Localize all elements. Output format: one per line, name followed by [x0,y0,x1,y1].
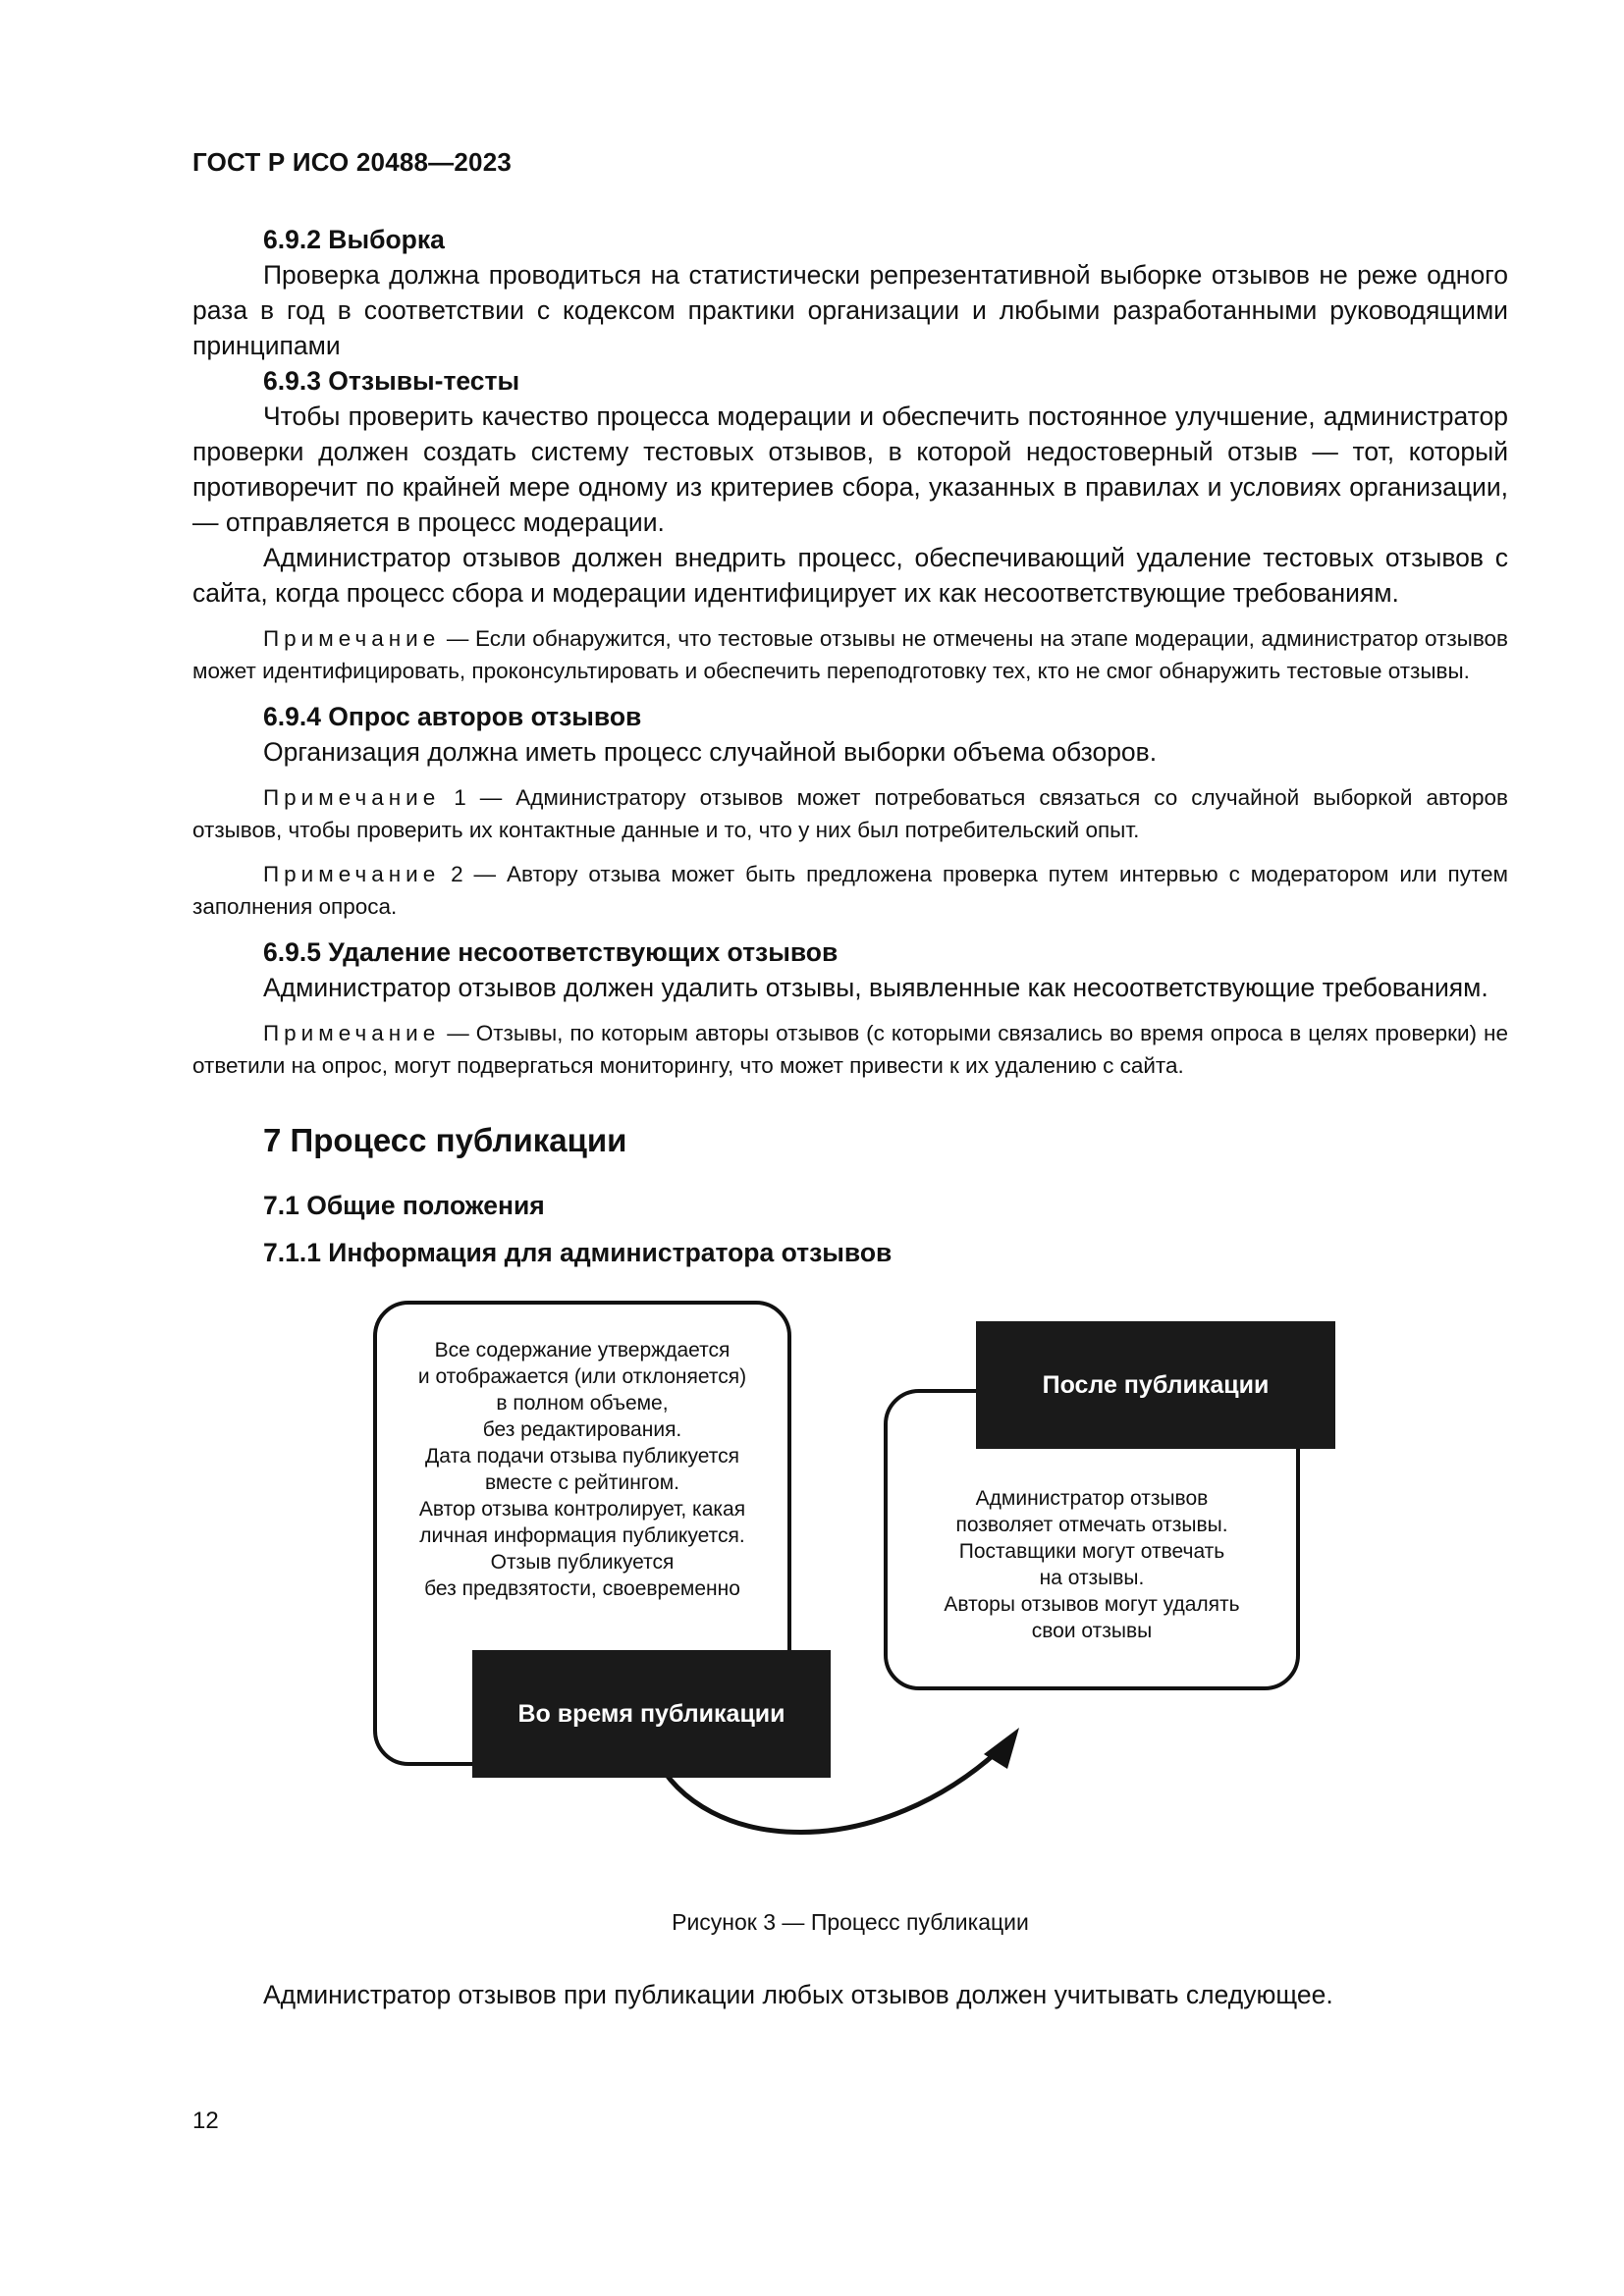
figure-publication-process [192,1296,1508,1904]
paragraph: Чтобы проверить качество процесса модерации и обеспечить постоянное улучшение, администратор проверки должен создать систему тестовых отзывов, в которой недостоверный отзыв — тот, который противоречит по крайней мере одному из критериев сбора, указанных в правилах и условиях организации, — отправляется в процесс модерации. [192,401,1508,537]
paragraph: Администратор отзывов должен удалить отзывы, выявленные как несоответствующие требованиям. [263,973,1489,1002]
note-text: — Отзывы, по которым авторы отзывов (с которыми связались во время опроса в целях проверки) не ответили на опрос, могут подвергаться мониторингу, что может привести к их удалению с сайта. [192,1021,1508,1078]
heading-7-1: 7.1 Общие положения [263,1191,545,1220]
after-publication-label: После публикации [976,1321,1335,1449]
right-box-line: позволяет отмечать отзывы. [955,1514,1228,1536]
arrow-head-icon [984,1728,1019,1769]
heading-6-9-4: 6.9.4 Опрос авторов отзывов [263,702,642,731]
left-box-line: Автор отзыва контролирует, какая [418,1498,746,1521]
right-box-text [899,1485,1284,1644]
left-box-line: без предвзятости, своевременно [424,1577,740,1600]
right-box-line: Авторы отзывов могут удалять [944,1593,1240,1616]
note [192,781,1508,846]
note-label: Примечание [263,862,441,886]
note-text: 2 — Автору отзыва может быть предложена проверка путем интервью с модератором или путем заполнения опроса. [192,862,1508,919]
left-box-line: Дата подачи отзыва публикуется [425,1445,739,1468]
during-publication-label: Во время публикации [472,1650,831,1778]
paragraph: Проверка должна проводиться на статистически репрезентативной выборке отзывов не реже одного раза в год в соответствии с кодексом практики организации и любыми разработанными руководящими принципами [192,260,1508,360]
page-number: 12 [192,2108,219,2134]
note [192,858,1508,923]
left-box-line: вместе с рейтингом. [485,1471,679,1494]
note-label: Примечание [263,785,441,810]
note [192,622,1508,687]
main-content [192,222,1508,2012]
left-box-line: Все содержание утверждается [434,1339,731,1362]
figure-caption: Рисунок 3 — Процесс публикации [672,1909,1029,1935]
right-box-line: на отзывы. [1039,1567,1145,1589]
heading-6-9-5: 6.9.5 Удаление несоответствующих отзывов [263,937,839,967]
note-label: Примечание [263,1021,441,1045]
note-text: 1 — Администратору отзывов может потребоваться связаться со случайной выборкой авторов отзывов, чтобы проверить их контактные данные и то, что у них был потребительский опыт. [192,785,1508,842]
left-box-text [385,1337,780,1602]
left-box-line: без редактирования. [482,1418,682,1441]
note-text: — Если обнаружится, что тестовые отзывы не отмечены на этапе модерации, администратор отзывов может идентифицировать, проконсультировать и обеспечить переподготовку тех, кто не смог обнаружить тестовые отзывы. [192,626,1508,683]
paragraph: Администратор отзывов должен внедрить процесс, обеспечивающий удаление тестовых отзывов с сайта, когда процесс сбора и модерации идентифицирует их как несоответствующие требованиям. [192,543,1508,608]
paragraph: Организация должна иметь процесс случайной выборки объема обзоров. [263,737,1158,767]
right-box-line: Поставщики могут отвечать [958,1540,1225,1563]
note-label: Примечание [263,626,441,651]
note [192,1017,1508,1082]
heading-6-9-3: 6.9.3 Отзывы-тесты [263,366,520,396]
section-7-heading: 7 Процесс публикации [263,1122,627,1158]
left-box-line: личная информация публикуется. [419,1524,745,1547]
heading-6-9-2: 6.9.2 Выборка [263,225,445,254]
left-box-line: и отображается (или отклоняется) [417,1365,747,1388]
heading-7-1-1: 7.1.1 Информация для администратора отзывов [263,1238,893,1267]
right-box-line: Администратор отзывов [975,1487,1209,1510]
closing-paragraph: Администратор отзывов при публикации любых отзывов должен учитывать следующее. [263,1980,1333,2009]
left-box-line: Отзыв публикуется [490,1551,675,1574]
right-box-line: свои отзывы [1031,1620,1153,1642]
document-header: ГОСТ Р ИСО 20488—2023 [192,147,513,177]
left-box-line: в полном объеме, [496,1392,669,1415]
